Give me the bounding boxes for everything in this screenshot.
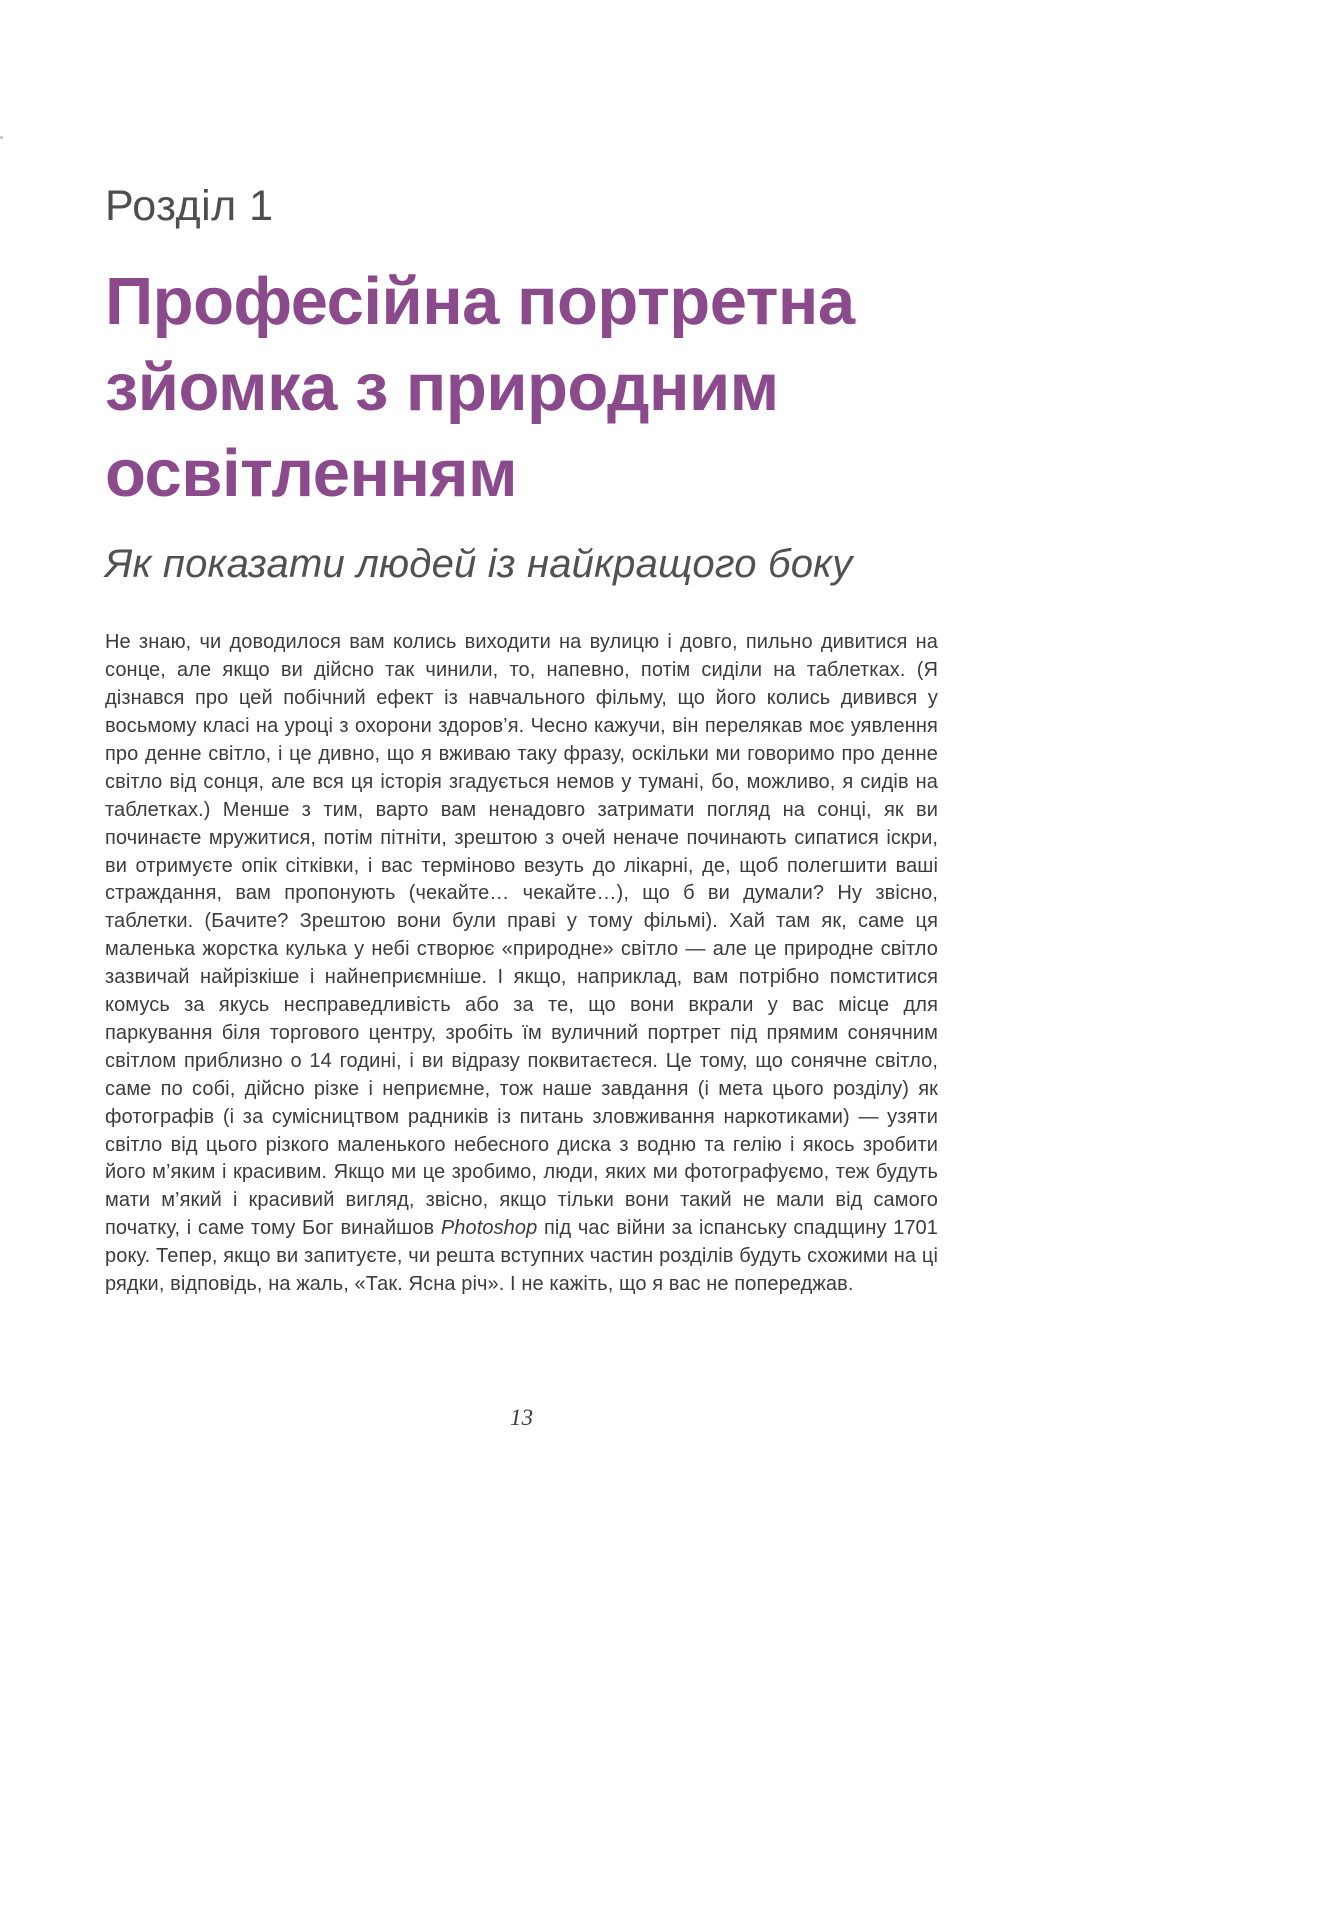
page-content (105, 182, 938, 1299)
chapter-subtitle: Як показати людей із найкращого боку (105, 542, 853, 587)
body-text-photoshop-word: Photoshop (440, 1217, 538, 1240)
body-paragraph (105, 629, 938, 1299)
chapter-title (105, 259, 938, 516)
chapter-label: Розділ 1 (105, 182, 274, 230)
body-text-part-1: Не знаю, чи доводилося вам колись виходити на вулицю і довго, пильно дивитися на сонце, але якщо ви дійсно так чинили, то, напевно, потім сиділи на таблетках. (Я дізнався про цей побічний ефект із навчального фільму, що його колись дивився у восьмому класі на уроці з охорони здоров’я. Чесно кажучи, він перелякав моє уявлення про денне світло, і це дивно, що я вживаю таку фразу, оскільки ми говоримо про денне світло від сонця, але вся ця історія згадується немов у тумані, бо, можливо, я сидів на таблетках.) Менше з тим, варто вам ненадовго затримати погляд на сонці, як ви починаєте мружитися, потім пітніти, зрештою з очей неначе починають сипатися іскри, ви отримуєте опік сітківки, і вас терміново везуть до лікарні, де, щоб полегшити ваші страждання, вам пропонують (чекайте… чекайте…), що б ви думали? Ну звісно, таблетки. (Бачите? Зрештою вони були праві у тому фільмі). Хай там як, саме ця маленька жорстка кулька у небі створює «природне» світло — але це природне світло зазвичай найрізкіше і найнеприємніше. І якщо, наприклад, вам потрібно помститися комусь за якусь несправедливість або за те, що вони вкрали у вас місце для паркування біля торгового центру, зробіть їм вуличний портрет під прямим сонячним світлом приблизно о 14 годині, і ви відразу поквитаєтеся. Це тому, що сонячне світло, саме по собі, дійсно різке і неприємне, тож наше завдання (і мета цього розділу) як фотографів (і за сумісництвом радників із питань зловживання наркотиками) — узяти світло від цього різкого маленького небесного диска з водню та гелію і якось зробити його м’яким і красивим. Якщо ми це зробимо, люди, яких ми фотографуємо, теж будуть мати м’який і красивий вигляд, звісно, якщо тільки вони такий не мали від самого початку, і саме тому Бог винайшов (105, 631, 938, 1240)
chapter-title-line-3: освітленням (105, 435, 518, 511)
body-text-part-2: під час війни за іспанську спадщину 1701 року. Тепер, якщо ви запитуєте, чи решта вступних частин розділів будуть схожими на ці рядки, відповідь, на жаль, «Так. Ясна річ». І не кажіть, що я вас не попереджав. (105, 1217, 938, 1296)
chapter-title-line-2: зйомка з природним (105, 349, 779, 425)
page-number: 13 (510, 1405, 533, 1430)
scan-artifact-dot (0, 136, 3, 139)
chapter-title-line-1: Професійна портретна (105, 264, 855, 339)
